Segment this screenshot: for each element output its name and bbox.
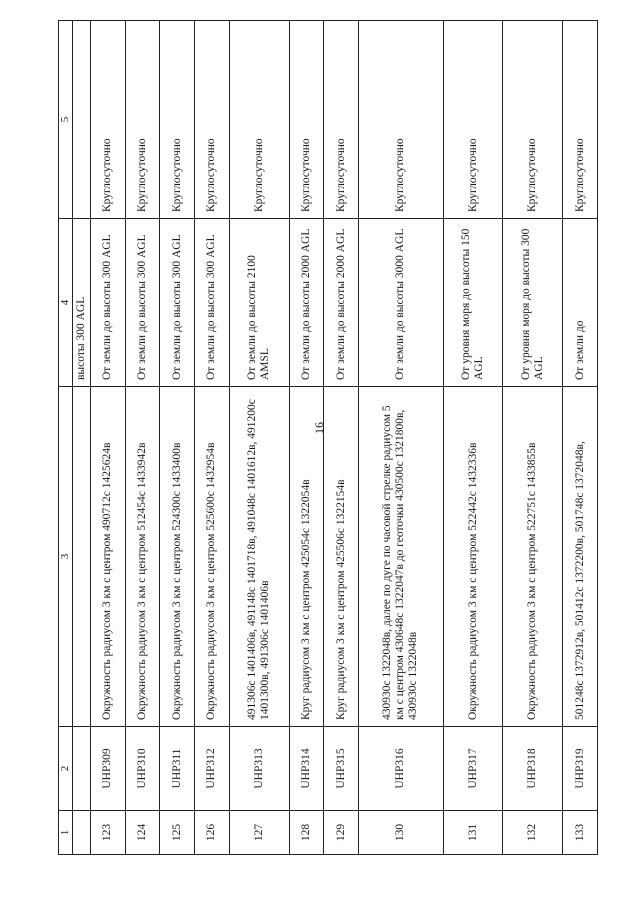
- cell-area: Окружность радиусом 3 км с центром 490712с 1425624в: [91, 387, 126, 727]
- cell-number: 128: [289, 811, 324, 855]
- cell-code: UHP312: [195, 727, 230, 811]
- cell-code: UHP318: [503, 727, 563, 811]
- cell-time: Круглосуточно: [563, 21, 598, 219]
- cell-time: Круглосуточно: [443, 21, 503, 219]
- cell-height: От земли до высоты 300 AGL: [160, 219, 195, 387]
- cell-time: Круглосуточно: [358, 21, 443, 219]
- cell-code: UHP316: [358, 727, 443, 811]
- cell-time: Круглосуточно: [289, 21, 324, 219]
- cell-code: UHP310: [125, 727, 160, 811]
- column-number: 3: [59, 387, 73, 727]
- cell-area: Окружность радиусом 3 км с центром 522442с 1432336в: [443, 387, 503, 727]
- cell-number: 123: [91, 811, 126, 855]
- table-row: [443, 21, 503, 855]
- column-number: 5: [59, 21, 73, 219]
- column-number-row: [59, 21, 73, 855]
- cell-area: 501248с 1372912в, 501412с 1372200в, 501748с 1372048в,: [563, 387, 598, 727]
- cell-code: UHP313: [229, 727, 289, 811]
- cell-code: UHP311: [160, 727, 195, 811]
- cell-height: От земли до высоты 2000 AGL: [324, 219, 359, 387]
- cell-area: Окружность радиусом 3 км с центром 512454с 1433942в: [125, 387, 160, 727]
- airspace-table: [58, 20, 598, 855]
- cell-height: От земли до высоты 3000 AGL: [358, 219, 443, 387]
- cell-number: 133: [563, 811, 598, 855]
- table-row: [160, 21, 195, 855]
- column-number: 1: [59, 811, 73, 855]
- cell-height: От земли до высоты 300 AGL: [125, 219, 160, 387]
- cell-code: UHP309: [91, 727, 126, 811]
- table-row: [195, 21, 230, 855]
- cell-area: Круг радиусом 3 км с центром 425054с 1322054в: [289, 387, 324, 727]
- cell-height: От земли до высоты 300 AGL: [195, 219, 230, 387]
- cell-number: 129: [324, 811, 359, 855]
- cell-number: 131: [443, 811, 503, 855]
- cell-area: Окружность радиусом 3 км с центром 524300с 1433400в: [160, 387, 195, 727]
- table-row: [91, 21, 126, 855]
- cell-time: Круглосуточно: [91, 21, 126, 219]
- table-rotator: [58, 20, 598, 855]
- cell-height: От земли до: [563, 219, 598, 387]
- table-row: [324, 21, 359, 855]
- cell-height: От земли до высоты 2000 AGL: [289, 219, 324, 387]
- table-row: [289, 21, 324, 855]
- cell-area: Круг радиусом 3 км с центром 425506с 1322154в: [324, 387, 359, 727]
- table-row: [358, 21, 443, 855]
- cell-height: От земли до высоты 2100 AMSL: [229, 219, 289, 387]
- cell-height: От земли до высоты 300 AGL: [91, 219, 126, 387]
- cell-code: UHP314: [289, 727, 324, 811]
- cell-height: высоты 300 AGL: [73, 219, 91, 387]
- table-row: [229, 21, 289, 855]
- cell-height: От уровня моря до высоты 150 AGL: [443, 219, 503, 387]
- cell-time: Круглосуточно: [503, 21, 563, 219]
- cell-time: Круглосуточно: [229, 21, 289, 219]
- cell-area: 491306с 1401406в, 491148с 1401718в, 491048с 1401612в, 491200с 1401300в, 491306с 1401406в: [229, 387, 289, 727]
- cell-number: 127: [229, 811, 289, 855]
- cell-number: 130: [358, 811, 443, 855]
- cell-area: Окружность радиусом 3 км с центром 522751с 1433855в: [503, 387, 563, 727]
- cell-area: 430930с 1322048в, далее по дуге по часовой стрелке радиусом 5 км с центром 430648с 1322047в до геоточки 430500с 1321800в, 430930с 1322048в: [358, 387, 443, 727]
- cell-area: Окружность радиусом 3 км с центром 525600с 1432954в: [195, 387, 230, 727]
- cell-code: UHP315: [324, 727, 359, 811]
- cell-number: 126: [195, 811, 230, 855]
- cell-time: Круглосуточно: [324, 21, 359, 219]
- table-row: [563, 21, 598, 855]
- table-row: [503, 21, 563, 855]
- page-number: 16: [312, 422, 326, 434]
- cell-number: 124: [125, 811, 160, 855]
- cell-number: 132: [503, 811, 563, 855]
- column-number: 2: [59, 727, 73, 811]
- cell-number: 125: [160, 811, 195, 855]
- table-frame: [58, 20, 598, 855]
- cell-time: Круглосуточно: [125, 21, 160, 219]
- cell-time: Круглосуточно: [195, 21, 230, 219]
- cell-code: UHP319: [563, 727, 598, 811]
- cell-code: UHP317: [443, 727, 503, 811]
- column-number: 4: [59, 219, 73, 387]
- cell-time: Круглосуточно: [160, 21, 195, 219]
- table-row: [125, 21, 160, 855]
- cell-height: От уровня моря до высоты 300 AGL: [503, 219, 563, 387]
- continuation-row: [73, 21, 91, 855]
